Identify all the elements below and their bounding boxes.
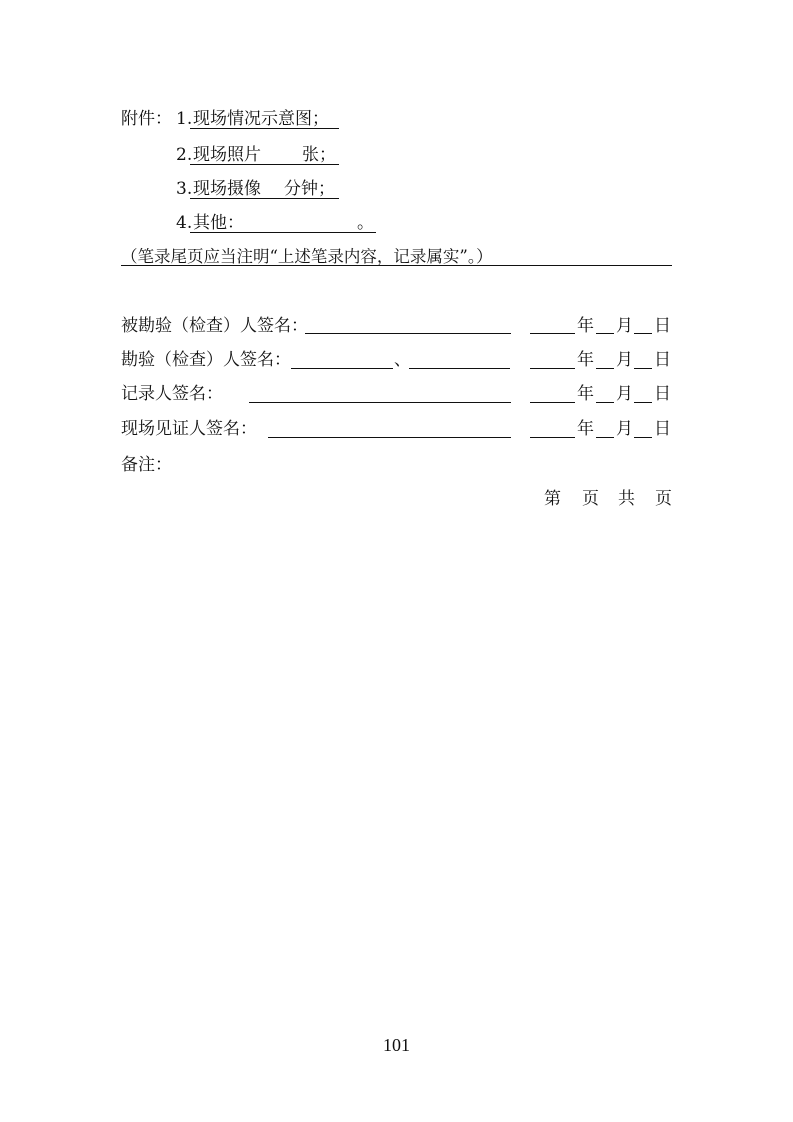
date-day-label: 日: [654, 384, 671, 404]
signature-line-inspector-2[interactable]: [409, 368, 510, 369]
date-day-line[interactable]: [634, 333, 652, 334]
signature-label-inspector: 勘验（检查）人签名：: [121, 350, 291, 370]
date-day-label: 日: [654, 419, 671, 439]
remarks-label: 备注：: [121, 455, 172, 475]
signature-label-witness: 现场见证人签名：: [121, 419, 257, 439]
attachment-4-underline: [190, 232, 376, 233]
attachment-2-suffix: 张；: [302, 145, 336, 165]
attachment-4-text: 其他：: [193, 213, 244, 233]
signature-separator: 、: [394, 350, 411, 370]
attachments-heading: 附件：: [121, 109, 172, 129]
signature-line-recorder[interactable]: [249, 402, 511, 403]
date-month-label: 月: [616, 350, 633, 370]
date-day-line[interactable]: [634, 368, 652, 369]
date-month-line[interactable]: [596, 402, 614, 403]
date-day-line[interactable]: [634, 402, 652, 403]
note-underline: [121, 265, 672, 266]
date-year-line[interactable]: [530, 437, 575, 438]
date-year-label: 年: [577, 316, 594, 336]
attachment-1-num: 1.: [176, 109, 193, 129]
attachment-2-underline: [190, 164, 339, 165]
date-year-line[interactable]: [530, 368, 575, 369]
attachment-3-underline: [190, 198, 339, 199]
page-counter-di: 第: [544, 489, 561, 509]
attachment-3-num: 3.: [176, 179, 193, 199]
attachment-2-num: 2.: [176, 145, 193, 165]
date-day-label: 日: [654, 316, 671, 336]
date-year-label: 年: [577, 350, 594, 370]
date-month-label: 月: [616, 316, 633, 336]
attachment-3-suffix: 分钟；: [284, 179, 335, 199]
note-text: （笔录尾页应当注明“上述笔录内容，记录属实”。）: [121, 247, 493, 266]
date-year-line[interactable]: [530, 402, 575, 403]
attachment-2-text: 现场照片: [193, 145, 261, 165]
date-year-label: 年: [577, 384, 594, 404]
date-month-line[interactable]: [596, 437, 614, 438]
page-counter-gong: 共: [618, 489, 635, 509]
date-day-label: 日: [654, 350, 671, 370]
page-number: 101: [383, 1035, 410, 1055]
date-month-line[interactable]: [596, 368, 614, 369]
date-month-label: 月: [616, 384, 633, 404]
attachment-3-text: 现场摄像: [193, 179, 261, 199]
page-counter-ye1: 页: [582, 489, 599, 509]
signature-line-inspected[interactable]: [305, 333, 511, 334]
date-year-line[interactable]: [530, 333, 575, 334]
signature-label-recorder: 记录人签名：: [121, 384, 223, 404]
date-year-label: 年: [577, 419, 594, 439]
attachment-4-num: 4.: [176, 213, 193, 233]
date-day-line[interactable]: [634, 437, 652, 438]
date-month-line[interactable]: [596, 333, 614, 334]
signature-line-witness[interactable]: [268, 437, 511, 438]
signature-line-inspector-1[interactable]: [291, 368, 393, 369]
date-month-label: 月: [616, 419, 633, 439]
attachment-4-suffix: 。: [357, 213, 374, 233]
attachment-1-text: 现场情况示意图；: [193, 109, 329, 129]
signature-label-inspected: 被勘验（检查）人签名：: [121, 316, 308, 336]
page-counter-ye2: 页: [655, 489, 672, 509]
attachment-1-underline: [190, 128, 339, 129]
